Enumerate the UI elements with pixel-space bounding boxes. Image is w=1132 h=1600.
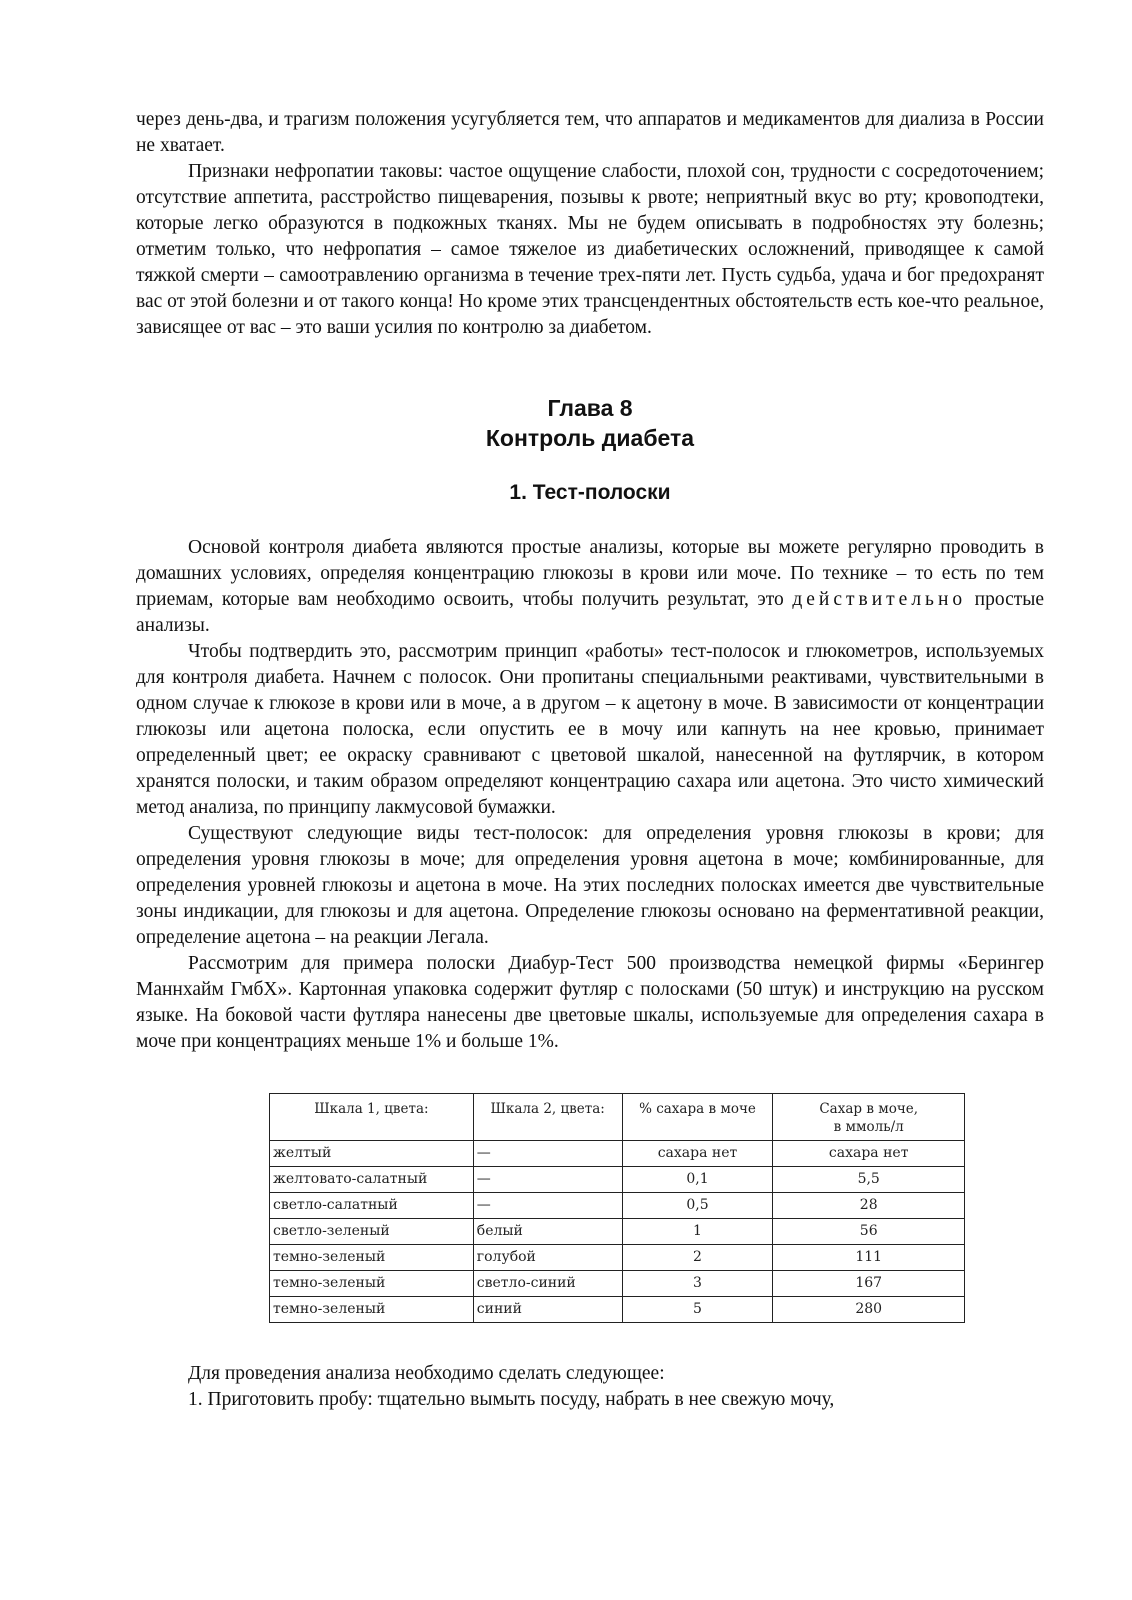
cell-scale-2: белый (473, 1219, 622, 1245)
cell-sugar-mmol: 56 (773, 1219, 965, 1245)
table-row (270, 1245, 965, 1271)
cell-scale-2: — (473, 1141, 622, 1167)
cell-scale-1: желтовато-салатный (270, 1167, 474, 1193)
cell-sugar-mmol: 167 (773, 1271, 965, 1297)
cell-sugar-percent: 5 (622, 1297, 773, 1323)
list-item-step-1: 1. Приготовить пробу: тщательно вымыть посуду, набрать в нее свежую мочу, (188, 1389, 835, 1410)
cell-sugar-mmol: 111 (773, 1245, 965, 1271)
header-sugar-percent: % сахара в моче (622, 1094, 773, 1141)
cell-scale-2: — (473, 1193, 622, 1219)
paragraph-strip-types: Существуют следующие виды тест-полосок: для определения уровня глюкозы в крови; для определения уровня глюкозы в моче; для определения уровня ацетона в моче; комбинированные, для определения уровней глюкозы и ацетона в моче. На этих последних полосках имеется две чувствительные зоны индикации, для глюкозы и для ацетона. Определение глюкозы основано на ферментативной реакции, определение ацетона – на реакции Легала. (136, 823, 1044, 948)
cell-sugar-percent: 0,5 (622, 1193, 773, 1219)
cell-sugar-percent: 3 (622, 1271, 773, 1297)
paragraph-basics-start: Основой контроля диабета являются простые анализы, которые вы можете регулярно проводить в домашних условиях, определяя концентрацию глюкозы в крови или моче. По технике – то есть по тем приемам, которые вам необходимо освоить, чтобы получить результат, это (136, 537, 1044, 610)
chapter-number: Глава 8 (547, 395, 633, 421)
paragraph-dialysis: через день-два, и трагизм положения усугубляется тем, что аппаратов и медикаментов для диализа в России не хватает. (136, 109, 1044, 156)
header-scale-1: Шкала 1, цвета: (270, 1094, 474, 1141)
header-sugar-mmol: Сахар в моче, в ммоль/л (773, 1094, 965, 1141)
cell-sugar-mmol: сахара нет (773, 1141, 965, 1167)
paragraph-basics (136, 535, 1044, 639)
cell-sugar-mmol: 280 (773, 1297, 965, 1323)
spaced-emphasis: действительно (792, 589, 967, 610)
cell-scale-1: темно-зеленый (270, 1245, 474, 1271)
chapter-heading (136, 393, 1044, 453)
table-row (270, 1141, 965, 1167)
document-page (136, 107, 1044, 1413)
cell-scale-1: светло-салатный (270, 1193, 474, 1219)
cell-sugar-percent: 0,1 (622, 1167, 773, 1193)
cell-scale-1: светло-зеленый (270, 1219, 474, 1245)
paragraph-diabur-example: Рассмотрим для примера полоски Диабур-Тест 500 производства немецкой фирмы «Берингер Маннхайм ГмбХ». Картонная упаковка содержит футляр с полосками (50 штук) и инструкцию на русском языке. На боковой части футляра нанесены две цветовые шкалы, используемые для определения сахара в моче при концентрациях меньше 1% и больше 1%. (136, 953, 1044, 1052)
cell-sugar-mmol: 5,5 (773, 1167, 965, 1193)
cell-scale-2: — (473, 1167, 622, 1193)
table-row (270, 1271, 965, 1297)
cell-sugar-percent: 1 (622, 1219, 773, 1245)
cell-sugar-mmol: 28 (773, 1193, 965, 1219)
table-row (270, 1219, 965, 1245)
chapter-title: Контроль диабета (485, 425, 695, 451)
cell-scale-1: темно-зеленый (270, 1297, 474, 1323)
cell-scale-1: желтый (270, 1141, 474, 1167)
cell-scale-1: темно-зеленый (270, 1271, 474, 1297)
section-title: 1. Тест-полоски (509, 481, 671, 504)
paragraph-strips-principle: Чтобы подтвердить это, рассмотрим принцип «работы» тест-полосок и глюкометров, используемых для контроля диабета. Начнем с полосок. Они пропитаны специальными реактивами, чувствительными в одном случае к глюкозе в крови или в моче, а в другом – к ацетону в моче. В зависимости от концентрации глюкозы или ацетона полоска, если опустить ее в мочу или капнуть на нее кровью, принимает определенный цвет; ее окраску сравнивают с цветовой шкалой, нанесенной на футлярчик, в котором хранятся полоски, и таким образом определяют концентрацию сахара или ацетона. Это чисто химический метод анализа, по принципу лакмусовой бумажки. (136, 641, 1044, 818)
table-header-row (270, 1094, 965, 1141)
color-scale-table (269, 1093, 965, 1323)
cell-scale-2: голубой (473, 1245, 622, 1271)
cell-scale-2: синий (473, 1297, 622, 1323)
table-row (270, 1297, 965, 1323)
paragraph-basics-end: простые анализы. (136, 589, 1045, 636)
paragraph-nephropathy-signs: Признаки нефропатии таковы: частое ощущение слабости, плохой сон, трудности с сосредоточением; отсутствие аппетита, расстройство пищеварения, позывы к рвоте; неприятный вкус во рту; кровоподтеки, которые легко образуются в подкожных тканях. Мы не будем описывать в подробностях эту болезнь; отметим только, что нефропатия – самое тяжелое из диабетических осложнений, приводящее к самой тяжкой смерти – самоотравлению организма в течение трех-пяти лет. Пусть судьба, удача и бог предохранят вас от этой болезни и от такого конца! Но кроме этих трансцендентных обстоятельств есть кое-что реальное, зависящее от вас – это ваши усилия по контролю за диабетом. (136, 161, 1044, 338)
cell-scale-2: светло-синий (473, 1271, 622, 1297)
paragraph-procedure-intro: Для проведения анализа необходимо сделать следующее: (188, 1363, 665, 1384)
cell-sugar-percent: сахара нет (622, 1141, 773, 1167)
header-scale-2: Шкала 2, цвета: (473, 1094, 622, 1141)
cell-sugar-percent: 2 (622, 1245, 773, 1271)
table-row (270, 1167, 965, 1193)
table-row (270, 1193, 965, 1219)
